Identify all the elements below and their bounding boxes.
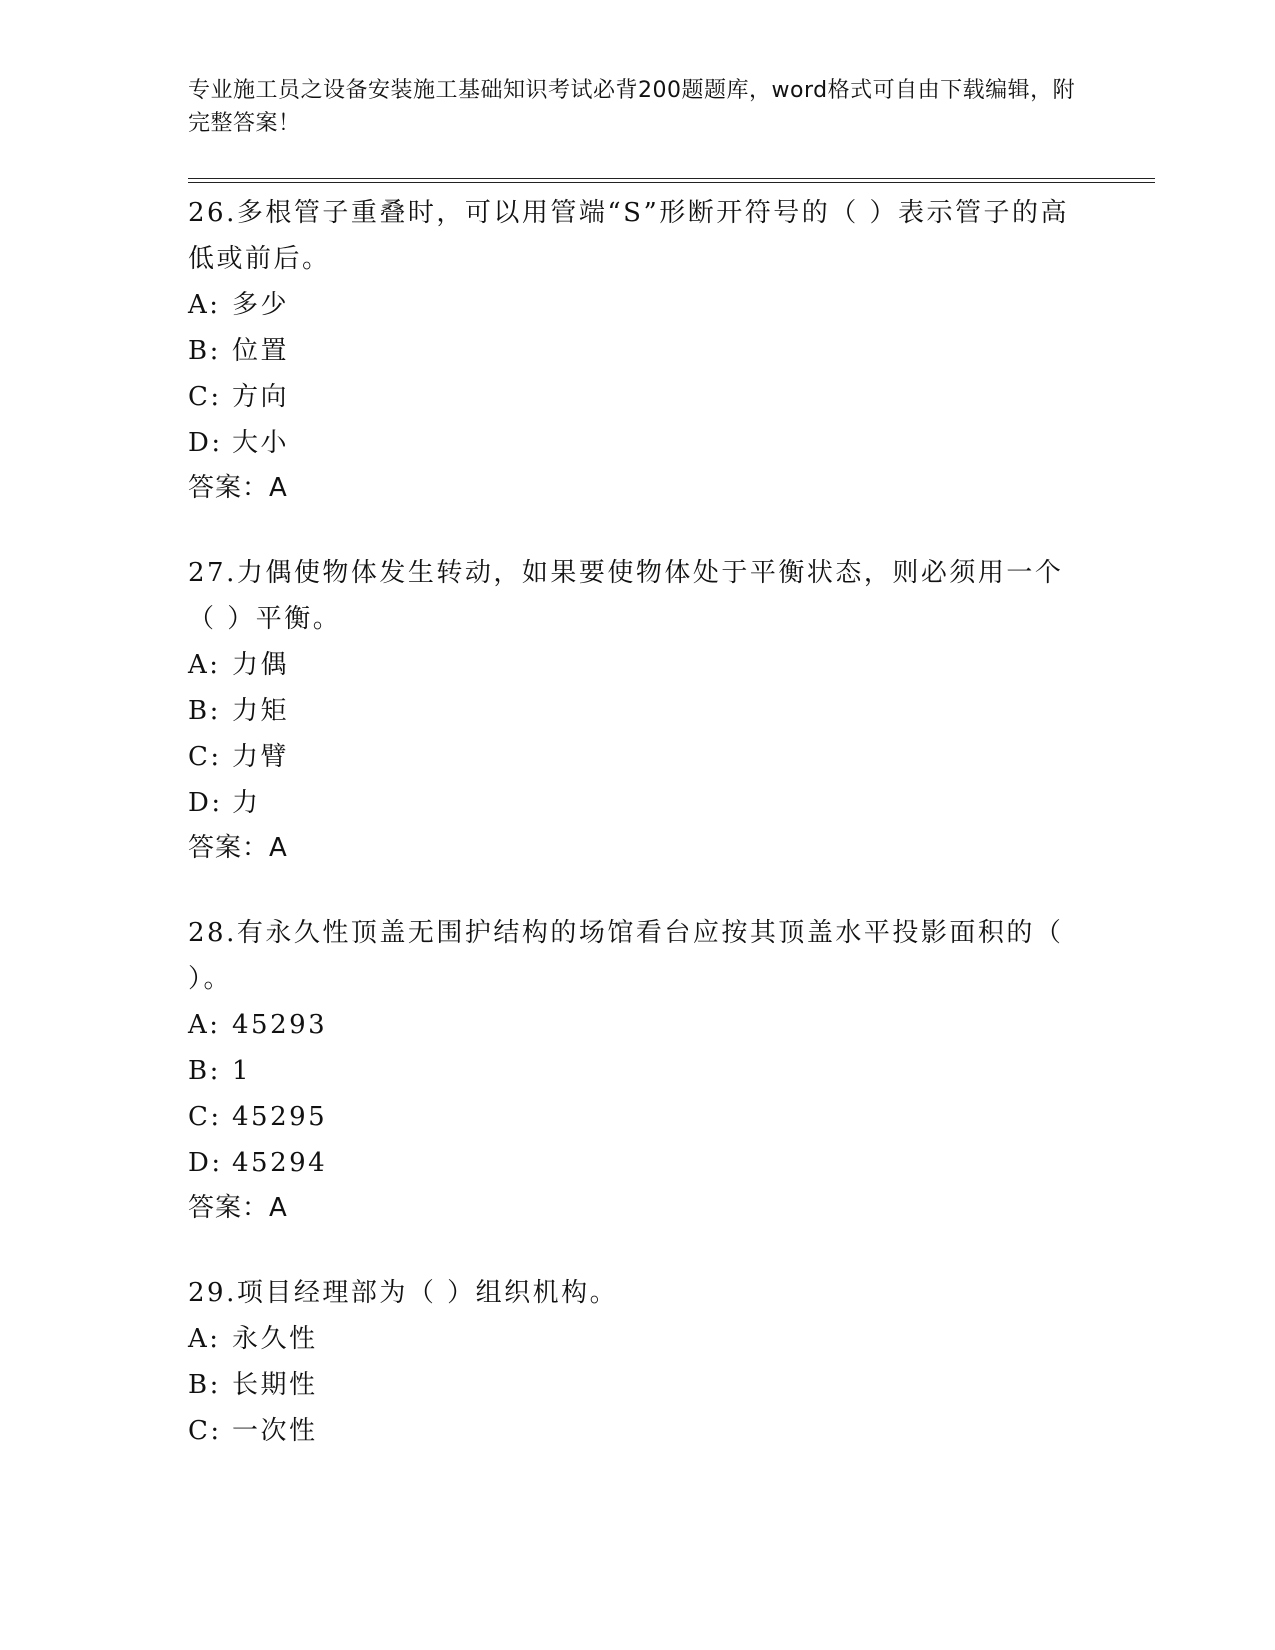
option-letter: C:: [188, 382, 222, 412]
option-a: [188, 1316, 1088, 1362]
question-stem: 27.力偶使物体发生转动，如果要使物体处于平衡状态，则必须用一个（ ）平衡。: [188, 558, 1064, 634]
header-divider: [188, 178, 1155, 183]
option-letter: C:: [188, 1416, 222, 1446]
option-letter: D:: [188, 428, 223, 458]
question-list: [188, 190, 1088, 1494]
answer: 答案：A: [188, 473, 288, 503]
option-text: 力臂: [232, 742, 290, 772]
question-stem: 28.有永久性顶盖无围护结构的场馆看台应按其顶盖水平投影面积的（ ）。: [188, 918, 1064, 994]
option-letter: B:: [188, 1370, 221, 1400]
option-d: [188, 1140, 1088, 1186]
answer: 答案：A: [188, 1193, 288, 1223]
option-a: [188, 282, 1088, 328]
option-letter: D:: [188, 1148, 223, 1178]
question-stem: 26.多根管子重叠时，可以用管端“S”形断开符号的（ ）表示管子的高低或前后。: [188, 198, 1070, 274]
option-b: [188, 1048, 1088, 1094]
question-28: [188, 910, 1088, 1230]
option-text: 45293: [232, 1010, 328, 1040]
option-text: 一次性: [232, 1416, 318, 1446]
question-stem: 29.项目经理部为（ ）组织机构。: [188, 1278, 619, 1308]
question-26: [188, 190, 1088, 510]
page-header: [188, 74, 1088, 140]
option-text: 力偶: [232, 650, 290, 680]
option-text: 位置: [232, 336, 290, 366]
question-27: [188, 550, 1088, 870]
answer: 答案：A: [188, 833, 288, 863]
option-letter: C:: [188, 1102, 222, 1132]
option-c: [188, 1408, 1088, 1454]
option-text: 力: [232, 788, 261, 818]
option-text: 方向: [232, 382, 290, 412]
option-text: 1: [232, 1056, 252, 1086]
option-text: 大小: [232, 428, 290, 458]
option-letter: B:: [188, 336, 221, 366]
option-letter: A:: [188, 1324, 221, 1354]
option-text: 多少: [232, 290, 290, 320]
option-text: 永久性: [232, 1324, 318, 1354]
option-text: 45294: [232, 1148, 328, 1178]
option-d: [188, 780, 1088, 826]
option-b: [188, 688, 1088, 734]
option-letter: C:: [188, 742, 222, 772]
option-b: [188, 1362, 1088, 1408]
option-text: 长期性: [232, 1370, 318, 1400]
question-29: [188, 1270, 1088, 1454]
option-letter: A:: [188, 650, 221, 680]
option-a: [188, 1002, 1088, 1048]
option-text: 力矩: [232, 696, 290, 726]
option-letter: D:: [188, 788, 223, 818]
option-c: [188, 1094, 1088, 1140]
option-c: [188, 734, 1088, 780]
option-letter: B:: [188, 1056, 221, 1086]
option-a: [188, 642, 1088, 688]
option-b: [188, 328, 1088, 374]
document-title: 专业施工员之设备安装施工基础知识考试必背200题题库，word格式可自由下载编辑，附完整答案！: [188, 78, 1076, 136]
option-text: 45295: [232, 1102, 328, 1132]
option-c: [188, 374, 1088, 420]
option-letter: A:: [188, 290, 221, 320]
option-letter: B:: [188, 696, 221, 726]
option-d: [188, 420, 1088, 466]
option-letter: A:: [188, 1010, 221, 1040]
